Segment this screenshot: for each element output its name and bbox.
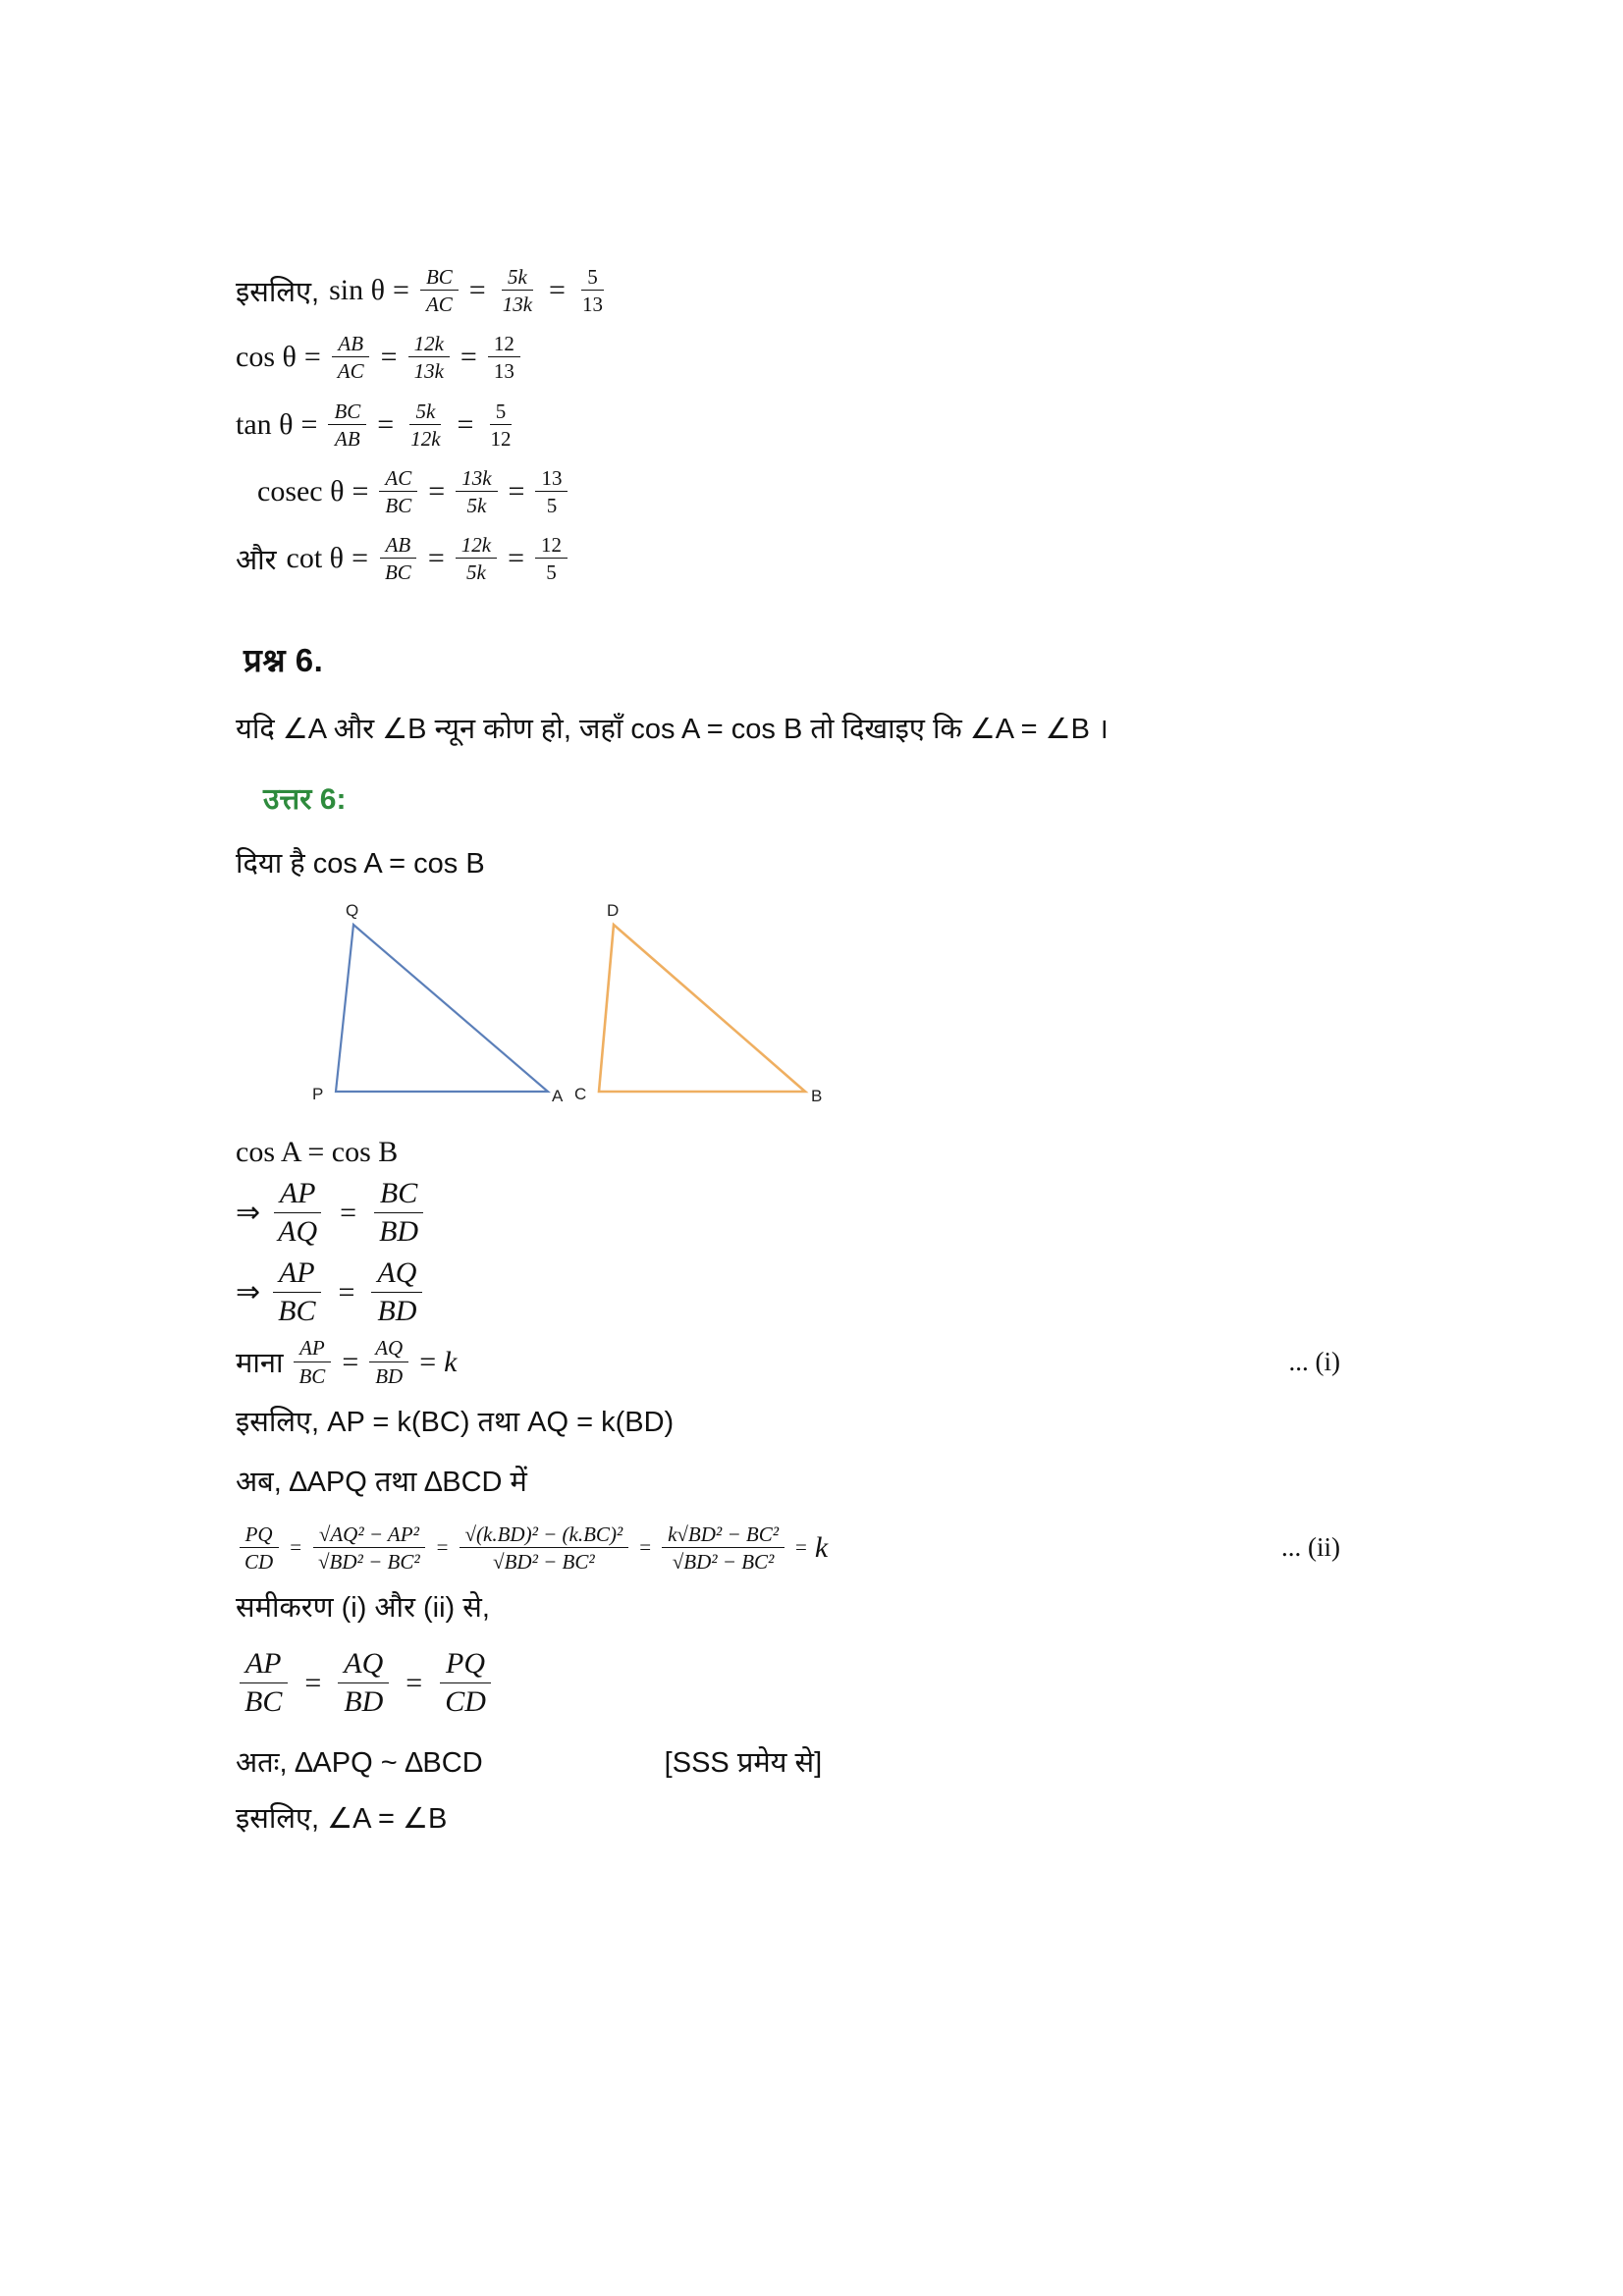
- fraction-ac-bc: $\frac{AC}{BC}$: [379, 466, 417, 517]
- constant-k: k: [444, 1345, 458, 1378]
- triangles-figure: [236, 903, 1463, 1114]
- fraction-aq-bd-final: $\frac{AQ}{BD}$: [338, 1647, 389, 1719]
- equals-sign: =: [795, 1535, 807, 1560]
- given-statement: दिया है cos A = cos B: [236, 847, 485, 880]
- equals-sign: =: [457, 407, 474, 441]
- page-content: [236, 265, 1463, 1859]
- vertex-label-q: Q: [346, 903, 359, 921]
- fraction-5-12: $\frac{5}{12}$: [490, 399, 512, 451]
- equation-tag-i: ... (i): [1288, 1347, 1340, 1377]
- cot-theta-label: cot θ: [286, 542, 345, 575]
- equals-sign: =: [419, 1345, 437, 1378]
- equals-sign: =: [304, 1666, 322, 1699]
- equals-sign: =: [303, 341, 321, 374]
- fraction-5-13: $\frac{5}{13}$: [581, 265, 603, 317]
- sin-theta-label: sin θ: [329, 274, 386, 307]
- equation-cosec: [236, 466, 1463, 517]
- fraction-5k-12k: $\frac{5k}{12k}$: [410, 399, 441, 451]
- fraction-13k-5k: $\frac{13k}{5k}$: [456, 466, 497, 517]
- equals-sign: =: [460, 341, 477, 374]
- equals-sign: =: [508, 474, 525, 507]
- similarity-conclusion: अतः, ∆APQ ~ ∆BCD: [236, 1747, 483, 1780]
- fraction-12k-13k: $\frac{12k}{13k}$: [408, 332, 450, 383]
- equals-sign: =: [338, 1275, 355, 1308]
- fraction-ap-bc: $\frac{AP}{BC}$: [272, 1256, 321, 1328]
- proof-line-7: [236, 1522, 1463, 1574]
- equals-sign: =: [300, 407, 318, 441]
- fraction-bc-bd: $\frac{BC}{BD}$: [373, 1177, 424, 1249]
- equals-sign: =: [340, 1196, 357, 1229]
- triangle-dcb: [574, 903, 822, 1105]
- sss-theorem-note: [SSS प्रमेय से]: [664, 1747, 823, 1780]
- fraction-aq-bd-small: $\frac{AQ}{BD}$: [369, 1336, 408, 1387]
- fraction-ap-bc-final: $\frac{AP}{BC}$: [239, 1647, 288, 1719]
- fraction-ap-bc-small: $\frac{AP}{BC}$: [293, 1336, 331, 1387]
- equals-sign: =: [427, 542, 445, 575]
- equals-sign: =: [380, 341, 398, 374]
- proof-line-9: [236, 1647, 1463, 1719]
- proof-line-4: [236, 1336, 1463, 1387]
- constant-k: k: [814, 1530, 829, 1564]
- question-text: यदि ∠A और ∠B न्यून कोण हो, जहाँ cos A = cos B तो दिखाइए कि ∠A = ∠B ।: [236, 714, 1109, 746]
- tan-theta-label: tan θ: [236, 407, 294, 441]
- fraction-5k-13k: $\frac{5k}{13k}$: [502, 265, 533, 317]
- therefore-label: इसलिए,: [236, 276, 320, 308]
- triangles-svg: [236, 903, 982, 1114]
- equals-sign: =: [639, 1535, 652, 1560]
- fraction-ab-ac: $\frac{AB}{AC}$: [332, 332, 370, 383]
- equals-sign: =: [436, 1535, 449, 1560]
- proof-line-8: समीकरण (i) और (ii) से,: [236, 1591, 490, 1624]
- answer-heading: उत्तर 6:: [263, 782, 347, 816]
- equation-cot: [236, 533, 1463, 584]
- equals-sign: =: [406, 1666, 423, 1699]
- implies-arrow: ⇒: [236, 1197, 261, 1230]
- cosec-theta-label: cosec θ: [257, 474, 345, 507]
- fraction-bc-ac: $\frac{BC}{AC}$: [420, 265, 459, 316]
- equals-sign: =: [508, 542, 524, 575]
- equals-sign: =: [352, 542, 368, 575]
- vertex-label-p: P: [312, 1085, 324, 1104]
- fraction-12-13: $\frac{12}{13}$: [488, 332, 520, 383]
- vertex-label-a: A: [552, 1087, 564, 1106]
- equation-cos: [236, 332, 1463, 383]
- fraction-ap-aq: $\frac{AP}{AQ}$: [272, 1177, 323, 1249]
- proof-line-6: अब, ∆APQ तथा ∆BCD में: [236, 1467, 527, 1499]
- equals-sign: =: [290, 1535, 302, 1560]
- fraction-k-sqrt-bd2-bc2: $\frac{\text{k√BD² − BC²}}{\text{√BD² − BC²}}$: [662, 1522, 784, 1574]
- equals-sign: =: [468, 274, 486, 307]
- fraction-pq-cd-final: $\frac{PQ}{CD}$: [439, 1647, 492, 1719]
- vertex-label-b: B: [811, 1087, 823, 1106]
- cos-theta-label: cos θ: [236, 341, 297, 374]
- proof-line-5: इसलिए, AP = k(BC) तथा AQ = k(BD): [236, 1406, 675, 1438]
- implies-arrow: ⇒: [236, 1276, 261, 1309]
- equals-sign: =: [342, 1345, 359, 1378]
- equals-sign: =: [428, 474, 446, 507]
- fraction-pq-cd-small: $\frac{PQ}{CD}$: [239, 1522, 279, 1574]
- vertex-label-d: D: [607, 903, 620, 921]
- fraction-12-5: $\frac{12}{5}$: [535, 533, 568, 584]
- equation-tan: [236, 400, 1463, 451]
- question-heading: प्रश्न 6.: [243, 642, 324, 679]
- equals-sign: =: [352, 474, 369, 507]
- proof-line-3: [236, 1256, 1463, 1328]
- fraction-ab-bc: $\frac{AB}{BC}$: [379, 533, 417, 584]
- assume-label: माना: [236, 1348, 284, 1380]
- trig-ratios-block: [236, 265, 1463, 584]
- proof-line-cos-equality: [236, 1136, 1463, 1169]
- fraction-12k-5k: $\frac{12k}{5k}$: [456, 533, 497, 584]
- proof-line-10: [236, 1742, 1463, 1781]
- fraction-bc-ab: $\frac{BC}{AB}$: [328, 400, 366, 451]
- and-label: और: [236, 544, 277, 576]
- equals-sign: =: [549, 274, 566, 307]
- equation-sin: [236, 265, 1463, 316]
- fraction-13-5: $\frac{13}{5}$: [535, 466, 568, 517]
- fraction-sqrt-kbd2-kbc2: $\frac{\text{√(k.BD)² − (k.BC)²}}{\text{√BD² − BC²}}$: [460, 1522, 629, 1574]
- equation-tag-ii: ... (ii): [1281, 1532, 1340, 1563]
- proof-line-2: [236, 1177, 1463, 1249]
- proof-line-11: इसलिए, ∠A = ∠B: [236, 1803, 448, 1836]
- triangle-qpa: [312, 903, 564, 1105]
- equals-sign: =: [393, 274, 409, 307]
- vertex-label-c: C: [574, 1085, 587, 1104]
- fraction-sqrt-aq2-ap2: $\frac{\text{√AQ² − AP²}}{\text{√BD² − BC²}}$: [312, 1522, 426, 1574]
- fraction-aq-bd: $\frac{AQ}{BD}$: [371, 1256, 422, 1328]
- cos-a-equals-cos-b: cos A = cos B: [236, 1136, 399, 1169]
- equals-sign: =: [377, 407, 395, 441]
